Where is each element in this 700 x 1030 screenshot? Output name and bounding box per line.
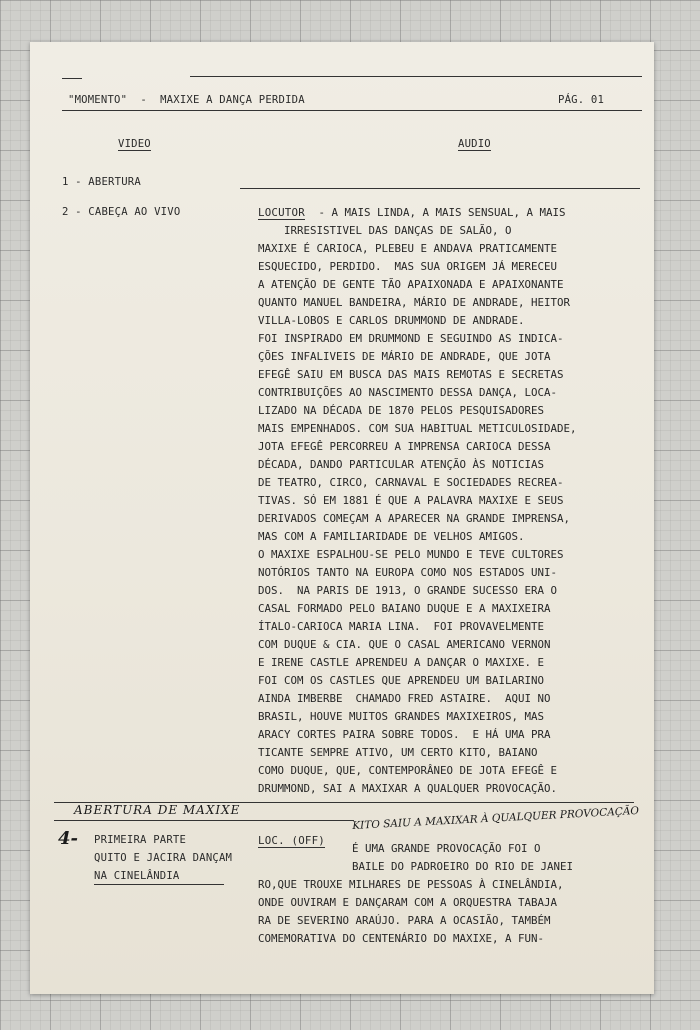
text-line: BAILE DO PADROEIRO DO RIO DE JANEI bbox=[352, 860, 574, 873]
text-line: É UMA GRANDE PROVOCAÇÃO FOI O bbox=[352, 842, 541, 855]
text-line: QUANTO MANUEL BANDEIRA, MÁRIO DE ANDRADE, HEITOR bbox=[258, 296, 571, 309]
text-line: CONTRIBUIÇÕES AO NASCIMENTO DESSA DANÇA, LOCA- bbox=[258, 386, 558, 399]
header-rule-bottom bbox=[62, 110, 642, 111]
text-line: O MAXIXE ESPALHOU-SE PELO MUNDO E TEVE CULTORES bbox=[258, 548, 564, 561]
text-line: ÇÕES INFALIVEIS DE MÁRIO DE ANDRADE, QUE JOTA bbox=[258, 350, 551, 363]
audio-column-heading: AUDIO bbox=[458, 138, 491, 150]
header-rule-top-long bbox=[190, 76, 642, 77]
text-line: - A MAIS LINDA, A MAIS SENSUAL, A MAIS bbox=[312, 206, 566, 219]
page-title: "MOMENTO" - MAXIXE A DANÇA PERDIDA bbox=[68, 94, 305, 106]
text-line: RA DE SEVERINO ARAÚJO. PARA A OCASIÃO, TAMBÉM bbox=[258, 914, 551, 927]
text-line: EFEGÊ SAIU EM BUSCA DAS MAIS REMOTAS E SECRETAS bbox=[258, 368, 564, 381]
text-line: FOI COM OS CASTLES QUE APRENDEU UM BAILARINO bbox=[258, 674, 545, 687]
handwritten-margin-note: KITO SAIU A MAXIXAR À QUALQUER PROVOCAÇÃO bbox=[352, 804, 640, 832]
text-line: NOTÓRIOS TANTO NA EUROPA COMO NOS ESTADOS UNI- bbox=[258, 566, 558, 579]
text-line: AINDA IMBERBE CHAMADO FRED ASTAIRE. AQUI NO bbox=[258, 692, 551, 705]
text-line: FOI INSPIRADO EM DRUMMOND E SEGUINDO AS INDICA- bbox=[258, 332, 564, 345]
video-item-abertura: 1 - ABERTURA bbox=[62, 176, 141, 188]
text-line: VILLA-LOBOS E CARLOS DRUMMOND DE ANDRADE. bbox=[258, 314, 525, 327]
text-line: TIVAS. SÓ EM 1881 É QUE A PALAVRA MAXIXE E SEUS bbox=[258, 494, 564, 507]
text-line: ONDE OUVIRAM E DANÇARAM COM A ORQUESTRA TABAJA bbox=[258, 896, 558, 909]
section-rule bbox=[240, 188, 640, 189]
speaker-locutor: LOCUTOR bbox=[258, 206, 305, 219]
text-line: TICANTE SEMPRE ATIVO, UM CERTO KITO, BAIANO bbox=[258, 746, 538, 759]
text-line: DERIVADOS COMEÇAM A APARECER NA GRANDE IMPRENSA, bbox=[258, 512, 571, 525]
text-line: DE TEATRO, CIRCO, CARNAVAL E SOCIEDADES RECREA- bbox=[258, 476, 564, 489]
text-line: COMO DUQUE, QUE, CONTEMPORÂNEO DE JOTA EFEGÊ E bbox=[258, 764, 558, 777]
text-line: BRASIL, HOUVE MUITOS GRANDES MAXIXEIROS, MAS bbox=[258, 710, 545, 723]
video-item-cinelandia: NA CINELÂNDIA bbox=[94, 870, 180, 882]
typescript-page bbox=[30, 42, 654, 994]
text-line: RO,QUE TROUXE MILHARES DE PESSOAS À CINELÂNDIA, bbox=[258, 878, 564, 891]
text-line: IRRESISTIVEL DAS DANÇAS DE SALÃO, O bbox=[258, 224, 512, 237]
text-line: JOTA EFEGÊ PERCORREU A IMPRENSA CARIOCA DESSA bbox=[258, 440, 551, 453]
text-line: DÉCADA, DANDO PARTICULAR ATENÇÃO ÀS NOTICIAS bbox=[258, 458, 545, 471]
text-line: MAXIXE É CARIOCA, PLEBEU E ANDAVA PRATICAMENTE bbox=[258, 242, 558, 255]
handwritten-divider-note: ABERTURA DE MAXIXE bbox=[74, 803, 241, 817]
text-line: COMEMORATIVA DO CENTENÁRIO DO MAXIXE, A FUN- bbox=[258, 932, 545, 945]
video-item-dancam: QUITO E JACIRA DANÇAM bbox=[94, 852, 233, 864]
video-item-cabeca: 2 - CABEÇA AO VIVO bbox=[62, 206, 181, 218]
text-line: DRUMMOND, SAI A MAXIXAR A QUALQUER PROVOCAÇÃO. bbox=[258, 782, 558, 795]
speaker-loc-off: LOC. (OFF) bbox=[258, 834, 326, 847]
video-item-primeira-parte: PRIMEIRA PARTE bbox=[94, 834, 187, 846]
text-line: DOS. NA PARIS DE 1913, O GRANDE SUCESSO ERA O bbox=[258, 584, 558, 597]
text-line: MAS COM A FAMILIARIDADE DE VELHOS AMIGOS. bbox=[258, 530, 525, 543]
divider-rule-lower bbox=[54, 820, 354, 821]
video-column-heading: VIDEO bbox=[118, 138, 151, 150]
text-line: MAIS EMPENHADOS. COM SUA HABITUAL METICULOSIDADE, bbox=[258, 422, 577, 435]
video-item-underline bbox=[94, 884, 224, 885]
scene-number: 4- bbox=[58, 828, 78, 849]
header-rule-top bbox=[62, 78, 82, 79]
text-line: A ATENÇÃO DE GENTE TÃO APAIXONADA E APAIXONANTE bbox=[258, 278, 564, 291]
text-line: LIZADO NA DÉCADA DE 1870 PELOS PESQUISADORES bbox=[258, 404, 545, 417]
page-number: PÁG. 01 bbox=[558, 94, 605, 106]
text-line: CASAL FORMADO PELO BAIANO DUQUE E A MAXIXEIRA bbox=[258, 602, 551, 615]
text-line: ARACY CORTES PAIRA SOBRE TODOS. E HÁ UMA PRA bbox=[258, 728, 551, 741]
text-line: ESQUECIDO, PERDIDO. MAS SUA ORIGEM JÁ MERECEU bbox=[258, 260, 558, 273]
text-line: E IRENE CASTLE APRENDEU A DANÇAR O MAXIXE. E bbox=[258, 656, 545, 669]
text-line: ÍTALO-CARIOCA MARIA LINA. FOI PROVAVELMENTE bbox=[258, 620, 545, 633]
text-line: COM DUQUE & CIA. QUE O CASAL AMERICANO VERNON bbox=[258, 638, 551, 651]
